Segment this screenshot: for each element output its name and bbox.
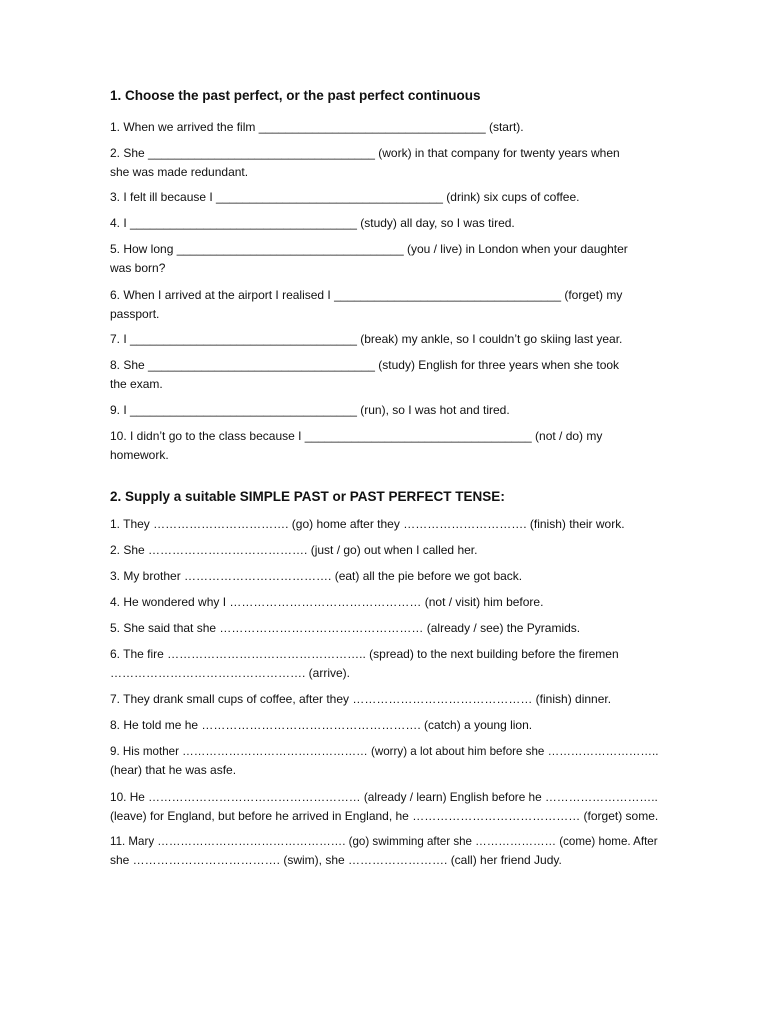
item-line: 8. He told me he ………………………………………………. (catch) a young lion. bbox=[110, 718, 533, 732]
item-line: (hear) that he was asfe. bbox=[110, 762, 237, 777]
item-line: homework. bbox=[110, 447, 169, 462]
item-line: …………………………………………. (arrive). bbox=[110, 665, 350, 680]
item-line: 9. I __________________________________ (run), so I was hot and tired. bbox=[110, 403, 510, 417]
item-line: 1. They ……………………………. (go) home after they …………………………. (finish) their work. bbox=[110, 517, 625, 531]
item-line: passport. bbox=[110, 306, 160, 321]
exercise-2-item-3 bbox=[110, 567, 658, 586]
item-line: 3. My brother ………………………………. (eat) all the pie before we got back. bbox=[110, 569, 523, 583]
exercise-2-item-4 bbox=[110, 593, 658, 612]
exercise-1-item-9 bbox=[110, 401, 658, 420]
item-line: (leave) for England, but before he arrived in England, he …………………………………… (forget) some. bbox=[110, 808, 659, 823]
exercise-1-item-2 bbox=[110, 144, 658, 181]
exercise-2-item-1 bbox=[110, 515, 658, 534]
exercise-1-item-5 bbox=[110, 240, 658, 277]
item-line: the exam. bbox=[110, 376, 163, 391]
exercise-1-item-1 bbox=[110, 118, 658, 137]
item-line: was born? bbox=[110, 260, 166, 275]
item-line: 4. I __________________________________ (study) all day, so I was tired. bbox=[110, 216, 515, 230]
exercise-1-item-10 bbox=[110, 427, 658, 464]
item-line: 7. I __________________________________ (break) my ankle, so I couldn’t go skiing last year. bbox=[110, 332, 623, 346]
item-line: 10. He ……………………………………………… (already / learn) English before he ……………………….. bbox=[110, 790, 658, 804]
exercise-2-item-11 bbox=[110, 832, 658, 869]
exercise-2-item-2 bbox=[110, 541, 658, 560]
item-line: 7. They drank small cups of coffee, after they ……………………………………… (finish) dinner. bbox=[110, 692, 612, 706]
exercise-2-item-10 bbox=[110, 788, 658, 825]
exercise-1-item-4 bbox=[110, 214, 658, 233]
exercise-1-item-8 bbox=[110, 356, 658, 393]
exercise-2-item-8 bbox=[110, 716, 658, 735]
item-line: she was made redundant. bbox=[110, 164, 249, 179]
exercise-2-item-5 bbox=[110, 619, 658, 638]
item-line: 5. How long __________________________________ (you / live) in London when your daughter bbox=[110, 242, 628, 256]
item-line: 2. She …………………………………. (just / go) out when I called her. bbox=[110, 543, 478, 557]
item-line: 6. The fire ………………………………………….. (spread) to the next building before the firemen bbox=[110, 647, 619, 661]
item-line: 5. She said that she …………………………………………… (already / see) the Pyramids. bbox=[110, 621, 581, 635]
item-line: 2. She __________________________________ (work) in that company for twenty years when bbox=[110, 146, 620, 160]
exercise-2-item-7 bbox=[110, 690, 658, 709]
item-line: 11. Mary …………………………………………. (go) swimming after she ………………… (come) home. After bbox=[110, 834, 658, 848]
exercise-2-item-9 bbox=[110, 742, 658, 779]
section-1-heading: 1. Choose the past perfect, or the past perfect continuous bbox=[110, 88, 481, 103]
item-line: 6. When I arrived at the airport I realised I __________________________________ (forget) my bbox=[110, 288, 623, 302]
item-line: 4. He wondered why I ………………………………………… (not / visit) him before. bbox=[110, 595, 544, 609]
exercise-1-item-6 bbox=[110, 286, 658, 323]
section-2-heading: 2. Supply a suitable SIMPLE PAST or PAST PERFECT TENSE: bbox=[110, 489, 505, 504]
item-line: 10. I didn’t go to the class because I __________________________________ (not / do) my bbox=[110, 429, 603, 443]
item-line: 3. I felt ill because I __________________________________ (drink) six cups of coffee. bbox=[110, 190, 580, 204]
exercise-2-item-6 bbox=[110, 645, 658, 682]
item-line: 1. When we arrived the film __________________________________ (start). bbox=[110, 120, 524, 134]
exercise-1-item-3 bbox=[110, 188, 658, 207]
item-line: she ………………………………. (swim), she ……………………. (call) her friend Judy. bbox=[110, 852, 562, 867]
exercise-1-item-7 bbox=[110, 330, 658, 349]
item-line: 9. His mother ………………………………………… (worry) a lot about him before she ……………………….. bbox=[110, 744, 659, 758]
item-line: 8. She __________________________________ (study) English for three years when she took bbox=[110, 358, 620, 372]
